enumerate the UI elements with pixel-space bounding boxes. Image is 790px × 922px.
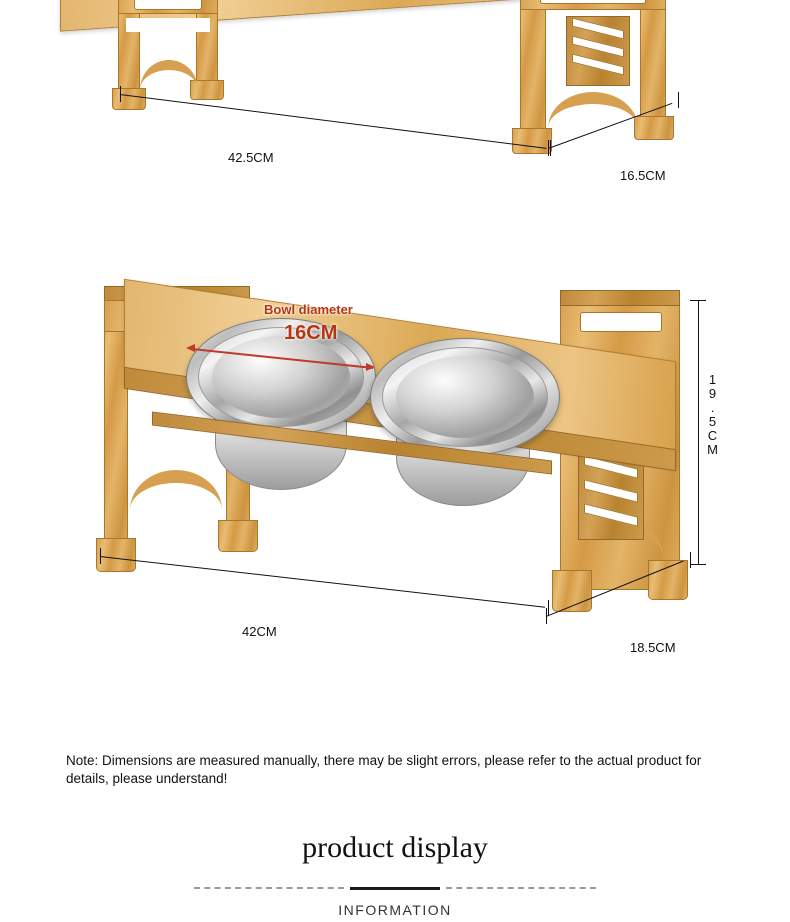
- product-display-title: product display: [302, 831, 488, 864]
- bowl-diameter-label: Bowl diameter: [264, 302, 353, 317]
- divider-dash-right: [446, 887, 596, 889]
- bowl-right-core: [396, 356, 534, 438]
- bottom-height-label: 19.5CM: [705, 372, 720, 456]
- divider-dash-left: [194, 887, 344, 889]
- bowl-left-core: [212, 336, 350, 418]
- bowl-diameter-value: 16CM: [284, 322, 338, 344]
- measurement-note: Note: Dimensions are measured manually, there may be slight errors, please refer to the actual product for details, please understand!: [66, 753, 702, 786]
- footer-divider: [0, 884, 790, 892]
- top-depth-label: 16.5CM: [620, 168, 666, 183]
- top-width-label: 42.5CM: [228, 150, 274, 165]
- information-subtitle: INFORMATION: [338, 902, 452, 918]
- bottom-depth-label: 18.5CM: [630, 640, 676, 655]
- divider-solid-middle: [350, 887, 440, 890]
- bottom-width-label: 42CM: [242, 624, 277, 639]
